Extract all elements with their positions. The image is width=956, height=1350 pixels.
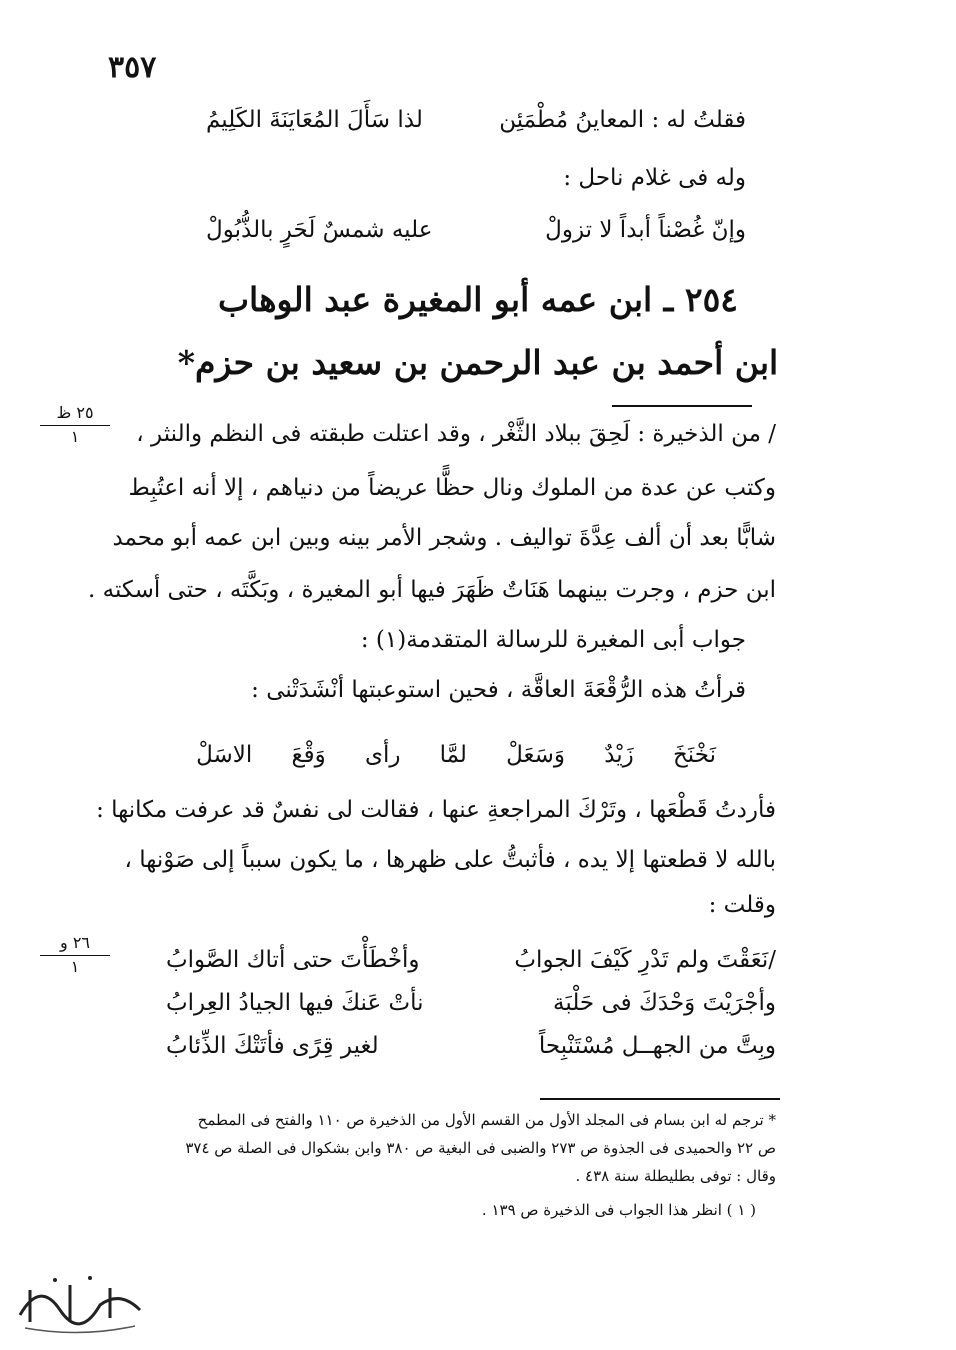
verse-hemistich-left: عليه شمسٌ لَحَرٍ بالذُّبُولْ [206, 217, 433, 243]
body-line-8: بالله لا قطعتها إلا يده ، فأثبتُّ على ظهرها ، ما يكون سبباً إلى صَوْنها ، [124, 847, 776, 873]
footnote-rule [540, 1098, 780, 1100]
poem-hemistich-right: وأجْرَيْتَ وَحْدَكَ فى حَلْبَة [553, 990, 776, 1016]
library-stamp-logo [10, 1260, 150, 1340]
body-line-4: ابن حزم ، وجرت بينهما هَنَاتٌ ظَهَرَ فيها أبو المغيرة ، وبَكَّتَه ، حتى أسكته . [87, 577, 776, 603]
footnote-1-line-1: * ترجم له ابن بسام فى المجلد الأول من القسم الأول من الذخيرة ص ١١٠ والفتح فى المطمح [197, 1111, 776, 1129]
poem-line-1 [166, 940, 776, 980]
verse-word: رأى [364, 742, 401, 768]
verse-word: نَخْنَخَ [672, 742, 716, 768]
poem-line-3 [166, 1026, 776, 1066]
body-line-5: جواب أبى المغيرة للرسالة المتقدمة(١) : [360, 627, 746, 653]
verse-word: زَيْدٌ [604, 742, 634, 768]
body-line-3: شابًّا بعد أن ألف عِدَّةَ تواليف . وشجر الأمر بينه وبين ابن عمه أبو محمد [112, 525, 776, 551]
verse-line-2 [206, 210, 746, 250]
page-number: ٣٥٧ [108, 50, 157, 85]
body-line-2: وكتب عن عدة من الملوك ونال حظًّا عريضاً من دنياهم ، إلا أنه اعتُبِط [128, 475, 776, 501]
margin-folio-note-2 [40, 932, 110, 978]
verse-word: الاسَلْ [196, 742, 253, 768]
verse-word: وَسَعَلْ [506, 742, 566, 768]
verse-word: لمَّا [439, 742, 467, 768]
margin-folio-note-1 [40, 402, 110, 448]
verse-hemistich-right: وإنّ غُصْناً أبداً لا تزولْ [545, 217, 746, 243]
verse-hemistich-right: فقلتُ له : المعاينُ مُطْمَئِن [499, 107, 746, 133]
verse-word: وَقْعَ [291, 742, 326, 768]
folio-sub: ١ [70, 957, 80, 976]
body-line-7: فأردتُ قَطْعَها ، وتَرْكَ المراجعةِ عنها ، فقالت لى نفسٌ قد عرفت مكانها : [96, 797, 776, 823]
folio-number: ٢٥ ظ [40, 402, 110, 426]
section-rule [612, 405, 752, 407]
verse-line-1 [206, 100, 746, 140]
verse-hemistich-left: لذا سَأَلَ المُعَايَنَةَ الكَلِيمُ [206, 107, 423, 133]
poem-hemistich-left: لغير قِرًى فأتَتْكَ الذِّئابُ [166, 1033, 379, 1059]
entry-heading-line1: ٢٥٤ ـ ابن عمه أبو المغيرة عبد الوهاب [217, 280, 739, 319]
poem-hemistich-right: وبِتَّ من الجهــل مُسْتَنْبِحاً [538, 1033, 776, 1059]
poem-hemistich-left: نأتْ عَنكَ فيها الجيادُ العِرابُ [166, 990, 424, 1016]
folio-number: ٢٦ و [40, 932, 110, 956]
single-verse [196, 735, 716, 775]
footnote-2: ( ١ ) انظر هذا الجواب فى الذخيرة ص ١٣٩ . [481, 1201, 756, 1219]
poem-hemistich-left: وأخْطَأْتَ حتى أتاك الصَّوابُ [166, 947, 420, 973]
footnote-1-line-3: وقال : توفى بطليطلة سنة ٤٣٨ . [575, 1167, 776, 1185]
body-line-6: قرأتُ هذه الرُّقْعَةَ العاقَّة ، فحين استوعبتها أنْشَدَتْنى : [251, 677, 746, 703]
entry-heading-line2: ابن أحمد بن عبد الرحمن بن سعيد بن حزم* [177, 343, 779, 382]
poem-line-2 [166, 983, 776, 1023]
footnote-1-line-2: ص ٢٢ والحميدى فى الجذوة ص ٢٧٣ والضبى فى البغية ص ٣٨٠ وابن بشكوال فى الصلة ص ٣٧٤ [185, 1139, 776, 1157]
folio-sub: ١ [70, 427, 80, 446]
poem-hemistich-right: /نَعَقْتَ ولم تَدْرِ كَيْفَ الجوابُ [514, 947, 776, 973]
body-line-1: / من الذخيرة : لَحِقَ ببلاد الثَّغْر ، وقد اعتلت طبقته فى النظم والنثر ، [136, 421, 776, 447]
body-line-9: وقلت : [708, 892, 776, 918]
intro-line: وله فى غلام ناحل : [563, 165, 746, 191]
